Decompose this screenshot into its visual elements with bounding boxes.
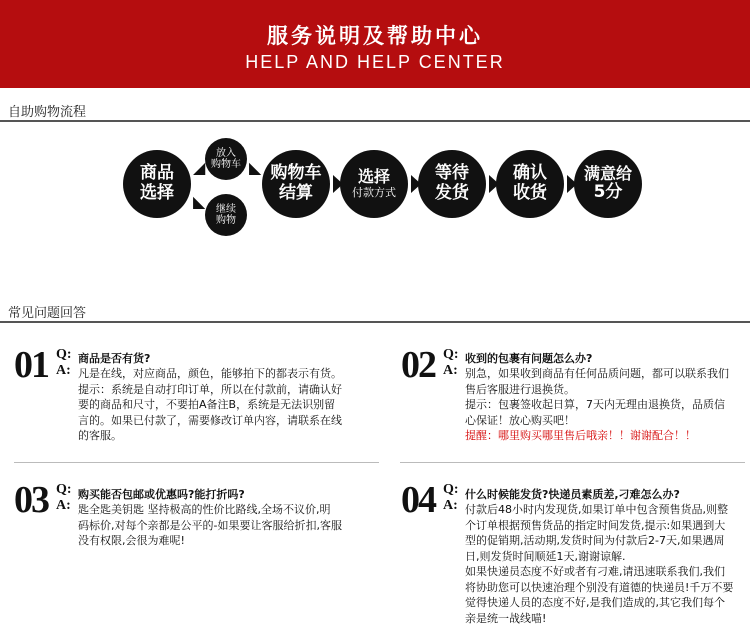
question-marker: Q: (56, 482, 72, 498)
answer-line: 付款后48小时内发现货,如果订单中包含预售货品,则整 (465, 502, 747, 518)
answer-line: 如果快递员态度不好或者有刁难,请迅速联系我们,我们 (465, 564, 747, 580)
answer-line: 别急，如果收到商品有任何品质问题，都可以联系我们 (465, 366, 747, 382)
header-title-cn: 服务说明及帮助中心 (0, 20, 750, 50)
answer-line: 言的。如果已付款了，需要修改订单内容，请联系在线 (78, 413, 378, 429)
question-marker: Q: (443, 482, 459, 498)
answer-line: 没有权限,会很为难呢! (78, 533, 378, 549)
flow-step-label: 选择 (140, 184, 174, 204)
arrow-down-left-icon: ◣ (193, 192, 205, 211)
flow-branch-label: 购物 (216, 215, 236, 227)
answer-line: 的客服。 (78, 428, 378, 444)
answer-line: 亲是统一战线喵! (465, 611, 747, 626)
flow-step-payment (340, 150, 408, 218)
answer-line: 凡是在线，对应商品，颜色，能够拍下的都表示有货。 (78, 366, 378, 382)
answer-marker: A: (443, 363, 458, 379)
question-marker: Q: (443, 347, 459, 363)
flow-step-label: 购物车 (271, 164, 322, 184)
faq-answer (78, 366, 378, 444)
answer-line: 日,则发货时间顺延1天,谢谢谅解. (465, 549, 747, 565)
faq-section-title: 常见问题回答 (8, 302, 86, 321)
divider (400, 462, 745, 463)
flow-step-confirm-receipt (496, 150, 564, 218)
flow-step-label: 等待 (435, 164, 469, 184)
flow-step-label: 商品 (140, 164, 174, 184)
answer-line: 心保证！放心购买吧！ (465, 413, 747, 429)
flow-step-label: 付款方式 (352, 187, 396, 200)
answer-marker: A: (56, 363, 71, 379)
section-divider (0, 321, 750, 323)
section-divider (0, 120, 750, 122)
flow-branch-label: 购物车 (211, 159, 241, 171)
flow-step-label: 收货 (513, 184, 547, 204)
answer-marker: A: (443, 498, 458, 514)
answer-line: 匙全匙美钥匙 坚持极高的性价比路线,全场不议价,明 (78, 502, 378, 518)
faq-number: 02 (401, 343, 435, 387)
faq-answer (78, 502, 378, 549)
answer-line: 个订单根据预售货品的指定时间发货,提示:如果遇到大 (465, 518, 747, 534)
faq-question: 商品是否有货? (78, 350, 150, 366)
faq-question: 收到的包裹有问题怎么办? (465, 350, 592, 366)
answer-line: 觉得快递人员的态度不好,是我们造成的,其它我们每个 (465, 595, 747, 611)
faq-answer (465, 502, 747, 626)
flow-branch-add-cart (205, 138, 247, 180)
flow-step-wait-shipping (418, 150, 486, 218)
flow-step-label: 选择 (358, 168, 390, 186)
answer-line: 售后客服进行退换货。 (465, 382, 747, 398)
flow-step-label: 发货 (435, 184, 469, 204)
flow-branch-label: 继续 (216, 204, 236, 216)
flow-step-rate-five (574, 150, 642, 218)
answer-line: 码标价,对每个亲都是公平的-如果要让客服给折扣,客服 (78, 518, 378, 534)
flow-step-label: 5分 (594, 183, 623, 203)
flow-step-label: 满意给 (584, 165, 632, 183)
answer-marker: A: (56, 498, 71, 514)
faq-number: 01 (14, 343, 48, 387)
flow-step-select-product (123, 150, 191, 218)
faq-answer (465, 366, 747, 444)
header-title-en: HELP AND HELP CENTER (0, 52, 750, 73)
flow-section-title: 自助购物流程 (8, 101, 86, 120)
faq-warning: 提醒：哪里购买哪里售后哦亲！！谢谢配合！！ (465, 428, 747, 444)
flow-step-label: 结算 (279, 184, 313, 204)
faq-question: 购买能否包邮或优惠吗?能打折吗? (78, 486, 245, 502)
flow-branch-continue-shopping (205, 194, 247, 236)
flow-step-cart-checkout (262, 150, 330, 218)
answer-line: 将协助您可以快速治理个别没有道德的快递员!千万不要 (465, 580, 747, 596)
flow-branch-label: 放入 (216, 148, 236, 160)
answer-line: 提示：包裹签收起日算，7天内无理由退换货，品质信 (465, 397, 747, 413)
answer-line: 型的促销期,活动期,发货时间为付款后2-7天,如果遇周 (465, 533, 747, 549)
flow-step-label: 确认 (513, 164, 547, 184)
faq-number: 04 (401, 478, 435, 522)
divider (14, 462, 379, 463)
header-banner (0, 0, 750, 88)
answer-line: 要的商品和尺寸，不要拍A备注B，系统是无法识别留 (78, 397, 378, 413)
arrow-right-icon: ◣ (249, 158, 261, 177)
faq-number: 03 (14, 478, 48, 522)
faq-question: 什么时候能发货?快递员素质差,刁难怎么办? (465, 486, 680, 502)
question-marker: Q: (56, 347, 72, 363)
arrow-up-right-icon: ◢ (193, 158, 205, 177)
answer-line: 提示：系统是自动打印订单，所以在付款前，请确认好 (78, 382, 378, 398)
